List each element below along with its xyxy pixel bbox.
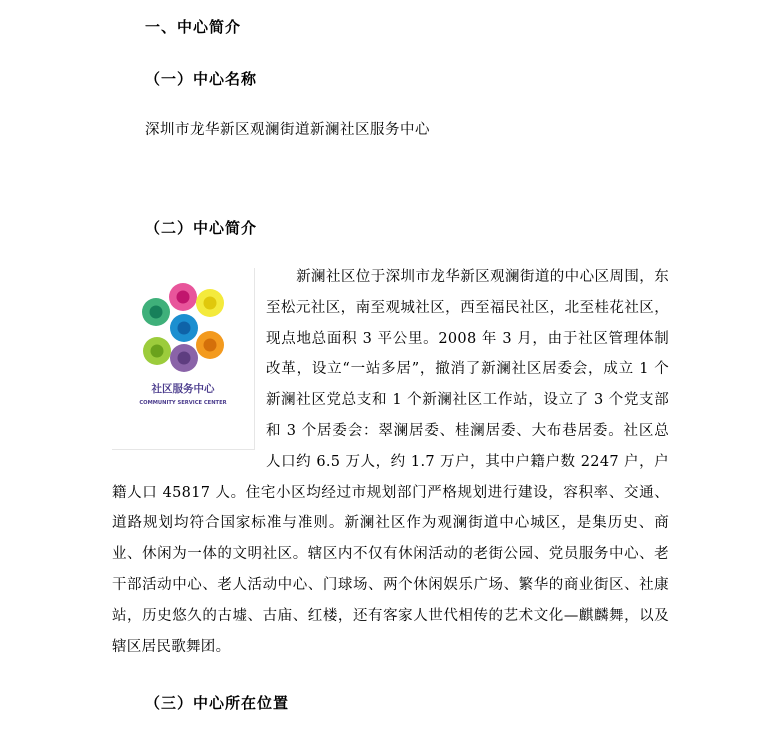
center-name-text: 深圳市龙华新区观澜街道新澜社区服务中心 — [145, 122, 430, 138]
logo-title-cn: 社区服务中心 — [151, 383, 215, 395]
location-heading: （三）中心所在位置 — [145, 694, 290, 712]
center-name-heading: （一）中心名称 — [145, 70, 258, 88]
logo-title-en: COMMUNITY SERVICE CENTER — [139, 400, 227, 406]
intro-paragraph-block — [112, 262, 669, 662]
section-title: 一、中心简介 — [145, 18, 242, 36]
intro-paragraph: 新澜社区位于深圳市龙华新区观澜街道的中心区周围，东至松元社区，南至观城社区，西至福民社区，北至桂花社区，现点地总面积 3 平公里。2008 年 3 月，由于社区管理体制改革，设立“一站多居”，撤消了新澜社区居委会，成立 1 个新澜社区党总支和 1 个新澜社区工作站，设立了 3 个党支部和 3 个居委会：翠澜居委、桂澜居委、大布巷居委。社区总人口约 6.5 万人，约 1.7 万户，其中户籍户数 2247 户，户籍人口 45817 人。住宅小区均经过市规划部门严格规划进行建设，容积率、交通、道路规划均符合国家标准与准则。新澜社区作为观澜街道中心城区，是集历史、商业、休闲为一体的文明社区。辖区内不仅有休闲活动的老街公园、党员服务中心、老干部活动中心、老人活动中心、门球场、两个休闲娱乐广场、繁华的商业街区、社康站，历史悠久的古墟、古庙、红楼，还有客家人世代相传的艺术文化—麒麟舞，以及辖区居民歌舞团。 — [112, 269, 669, 655]
intro-heading: （二）中心简介 — [145, 219, 258, 237]
